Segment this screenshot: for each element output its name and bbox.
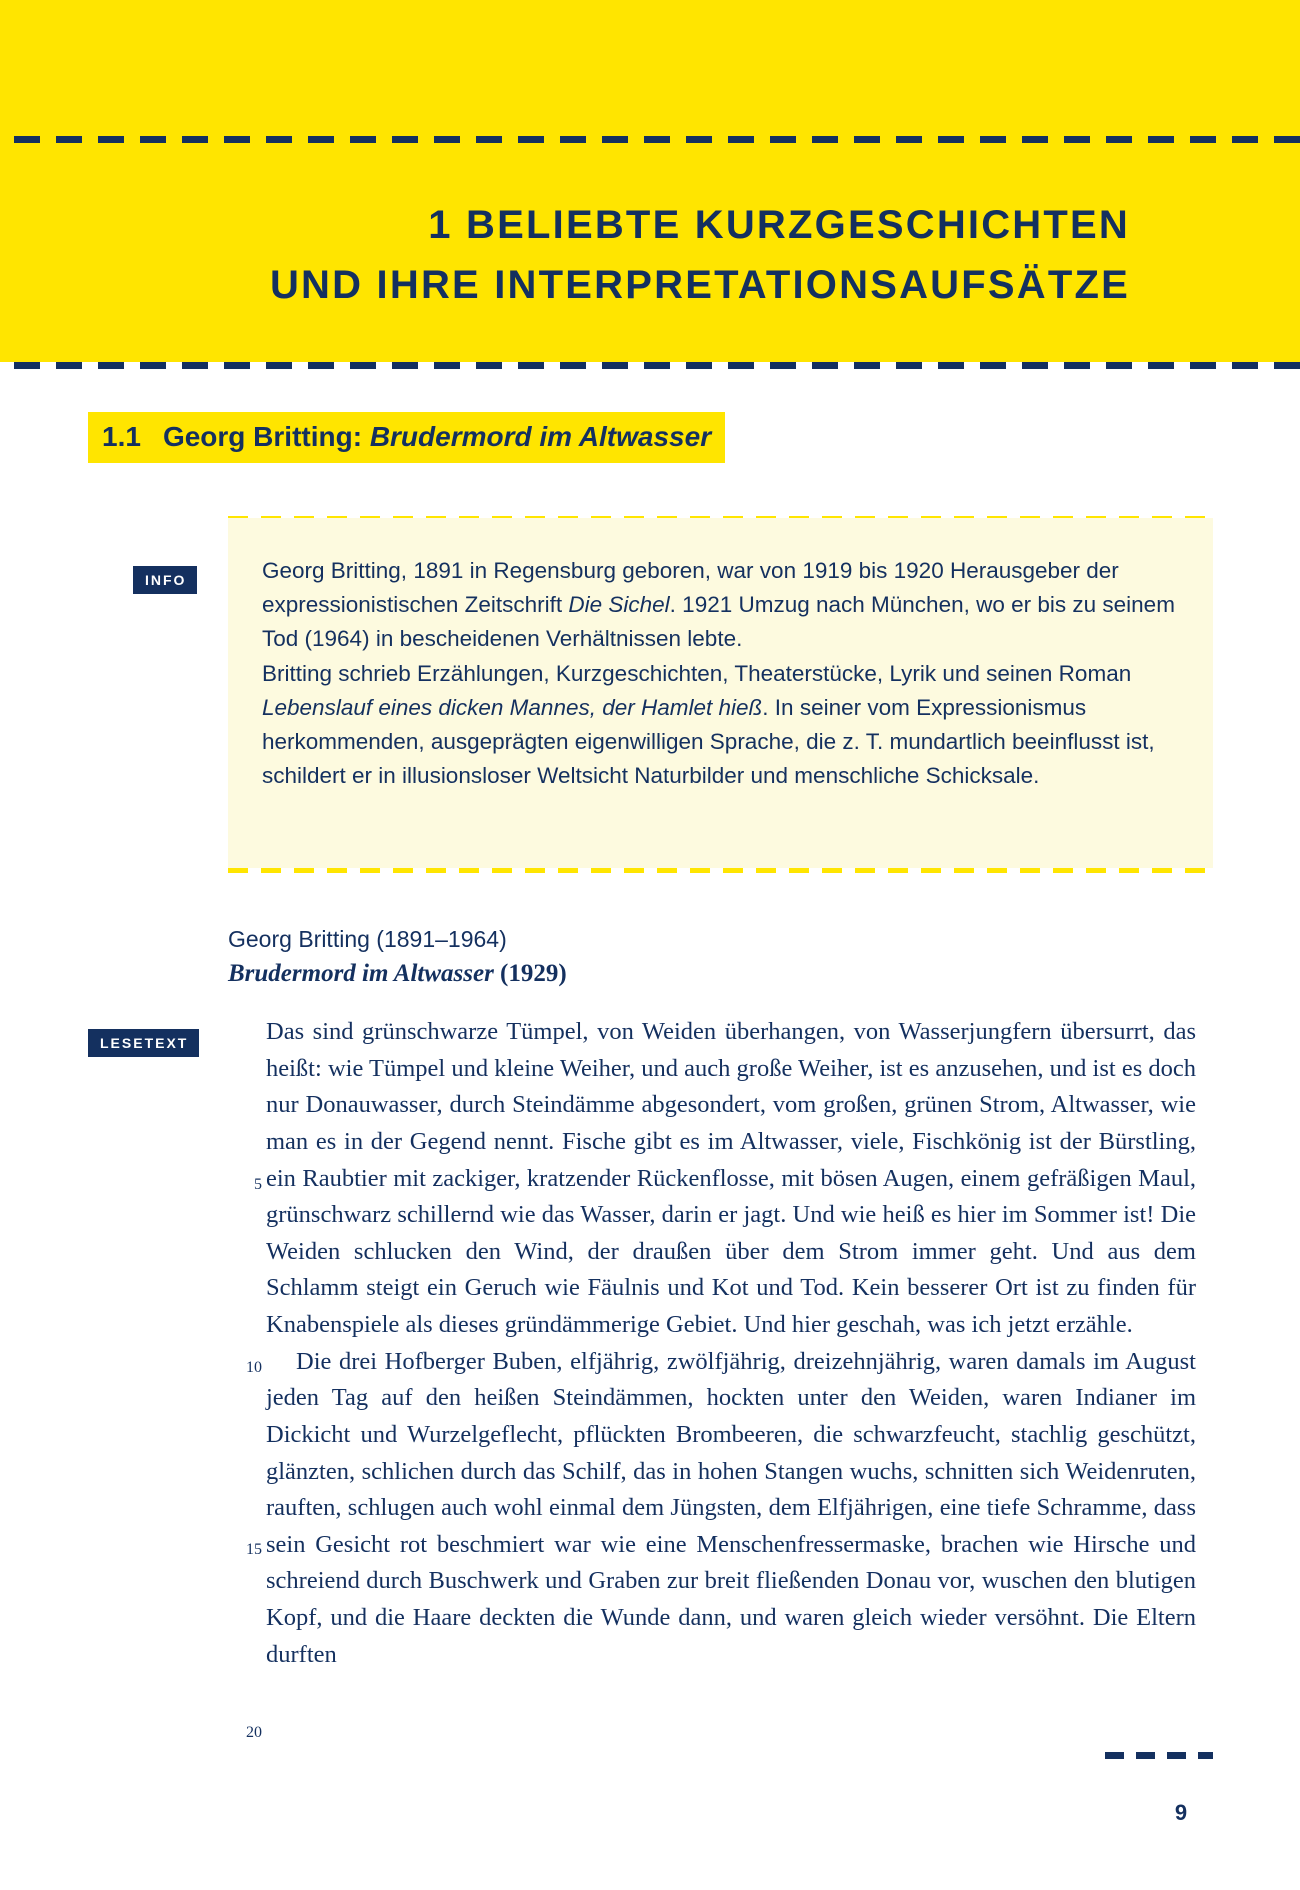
info-box-text <box>262 554 1192 793</box>
reading-paragraph: Das sind grünschwarze Tümpel, von Weiden überhangen, von Wasserjungfern übersurrt, das heißt: wie Tümpel und kleine Weiher, und auch große Weiher, ist es anzusehen, und ist es doch nur Donauwasser, durch Steindämme abgesondert, vom großen, grünen Strom, Altwasser, wie man es in der Gegend nennt. Fische gibt es im Altwasser, viele, Fischkönig ist der Bürstling, ein Raubtier mit zackiger, kratzender Rückenflosse, mit bösen Augen, einem gefräßigen Maul, grünschwarz schillernd wie das Wasser, darin er jagt. Und wie heiß es hier im Sommer ist! Die Weiden schlucken den Wind, der draußen über dem Strom immer geht. Und aus dem Schlamm steigt ein Geruch wie Fäulnis und Kot und Tod. Kein besserer Ort ist zu finden für Knabenspiele als dieses gründämmerige Gebiet. Und hier geschah, was ich jetzt erzähle. <box>266 1018 1196 1338</box>
info-badge: INFO <box>133 566 197 594</box>
text-author-line: Georg Britting (1891–1964) <box>228 926 507 952</box>
info-box-dashed-rule-bottom <box>228 868 1213 873</box>
line-number: 10 <box>246 1359 262 1376</box>
footer-dashed-rule <box>1105 1752 1213 1759</box>
chapter-banner <box>0 0 1300 362</box>
banner-dashed-rule-top <box>14 136 1300 143</box>
line-number: 20 <box>246 1724 262 1741</box>
lesetext-badge: LESETEXT <box>88 1029 199 1057</box>
reading-text <box>266 1014 1196 1673</box>
reading-paragraph: Die drei Hofberger Buben, elfjährig, zwölfjährig, dreizehnjährig, waren damals im August jeden Tag auf den heißen Steindämmen, hockten unter den Weiden, waren Indianer im Dickicht und Wurzelgeflecht, pflückten Brombeeren, die schwarzfeucht, stachlig geschützt, glänzten, schlichen durch das Schilf, das in hohen Stangen wuchs, schnitten sich Weidenruten, rauften, schlugen auch wohl einmal dem Jüngsten, dem Elfjährigen, eine tiefe Schramme, dass sein Gesicht rot beschmiert war wie eine Menschenfressermaske, brachen wie Hirsche und schreiend durch Buschwerk und Graben zur breit fließenden Donau vor, wuschen den blutigen Kopf, und die Haare deckten die Wunde dann, und waren gleich wieder versöhnt. Die Eltern durften <box>266 1347 1196 1668</box>
page-number: 9 <box>1174 1800 1188 1825</box>
section-number: 1.1 <box>102 421 141 452</box>
line-number: 15 <box>246 1541 262 1558</box>
chapter-title <box>0 195 1130 315</box>
info-paragraph-1-part-1: Georg Britting, 1891 in Regensburg geboren, war von 1919 bis 1920 Herausgeber der expressionistischen Zeitschrift <box>262 558 1119 618</box>
chapter-title-line-2: UND IHRE INTERPRETATIONSAUFSÄTZE <box>269 263 1130 307</box>
text-title: Brudermord im Altwasser <box>228 960 494 987</box>
info-paragraph-1-italic-title: Die Sichel <box>568 592 670 618</box>
line-number: 5 <box>254 1176 262 1193</box>
info-paragraph-2-part-2: . In seiner vom Expressionismus herkommenden, ausgeprägten eigenwilligen Sprache, die z. T. mundartlich beeinflusst ist, schildert er in illusionsloser Weltsicht Naturbilder und menschliche Schicksale. <box>262 694 1155 789</box>
text-year: (1929) <box>500 960 567 987</box>
section-author: Georg Britting: <box>162 421 363 452</box>
info-paragraph-1-part-2: . 1921 Umzug nach München, wo er bis zu seinem Tod (1964) in bescheidenen Verhältnissen lebte. <box>262 592 1175 652</box>
text-title-line <box>228 960 567 988</box>
section-work-title: Brudermord im Altwasser <box>369 421 712 452</box>
info-paragraph-2-part-1: Britting schrieb Erzählungen, Kurzgeschichten, Theaterstücke, Lyrik und seinen Roman <box>262 660 1132 686</box>
chapter-title-line-1: 1 BELIEBTE KURZGESCHICHTEN <box>428 203 1130 247</box>
banner-dashed-rule-bottom <box>14 362 1300 369</box>
info-paragraph-2-italic-title: Lebenslauf eines dicken Mannes, der Hamlet hieß <box>262 694 763 720</box>
section-heading <box>88 412 725 463</box>
